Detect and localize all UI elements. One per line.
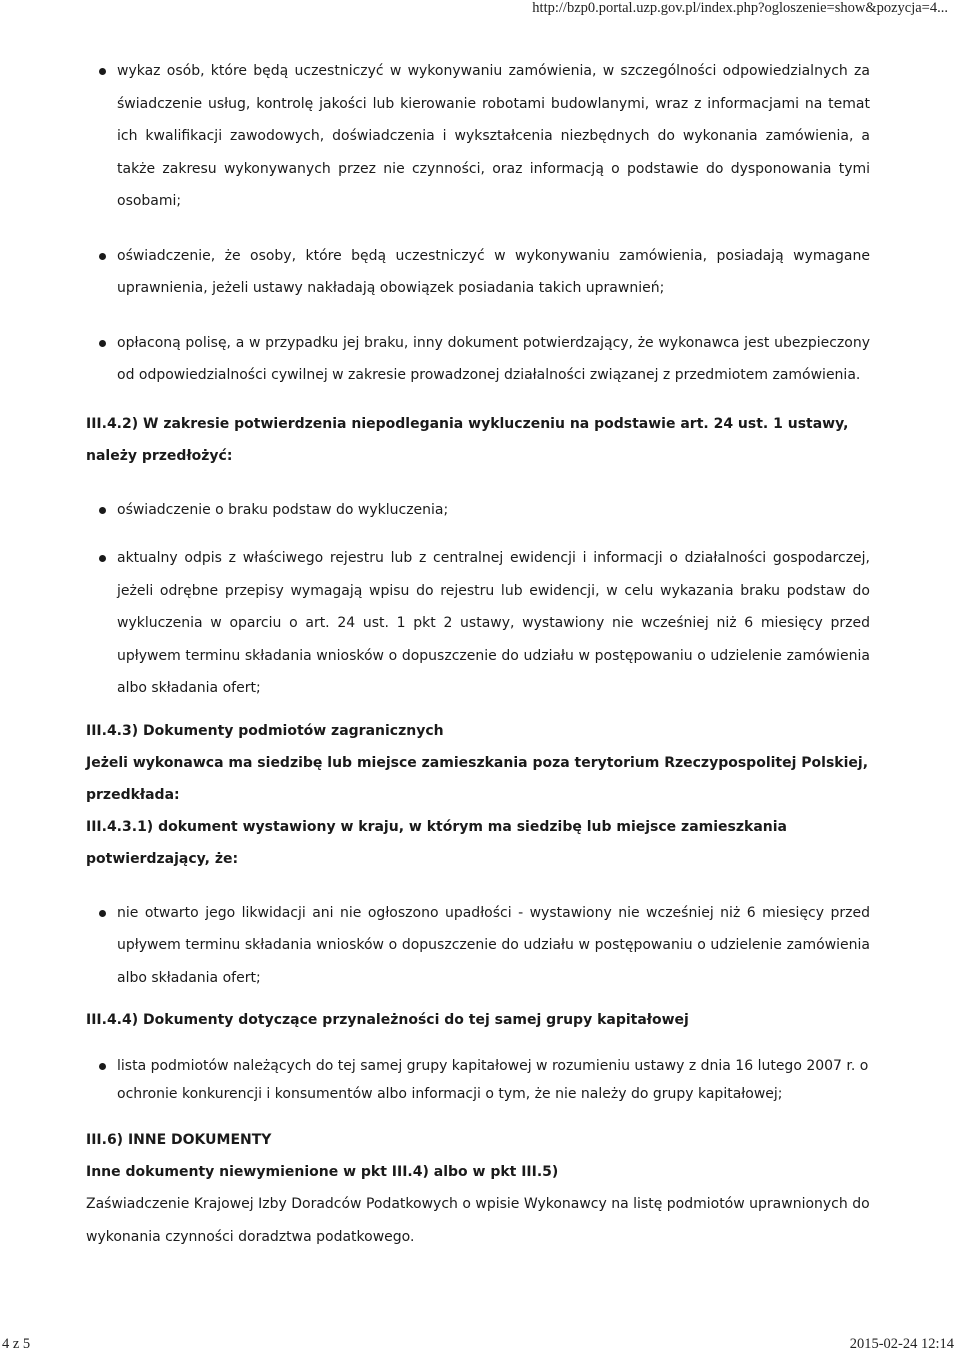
page-number: 4 z 5: [2, 1336, 31, 1352]
list-item: lista podmiotów należących do tej samej grupy kapitałowej w rozumieniu ustawy z dnia 16 lutego 2007 r. o ochronie konkurencji i konsumentów albo informacji o tym, że nie należy do grupy kapitałowej;: [86, 1052, 870, 1108]
list-item: nie otwarto jego likwidacji ani nie ogłoszono upadłości - wystawiony nie wcześniej niż 6 miesięcy przed upływem terminu składania wniosków o dopuszczenie do udziału w postępowaniu o udzielenie zamówienia albo składania ofert;: [86, 897, 870, 995]
other-documents-subheading: Inne dokumenty niewymienione w pkt III.4) albo w pkt III.5): [86, 1164, 559, 1180]
section-heading-iii-4-3: III.4.3) Dokumenty podmiotów zagranicznych: [86, 722, 444, 739]
foreign-documents-list: [86, 897, 870, 995]
list-item: opłaconą polisę, a w przypadku jej braku, inny dokument potwierdzający, że wykonawca jest ubezpieczony od odpowiedzialności cywilnej w zakresie prowadzonej działalności związanej z przedmiotem zamówienia.: [86, 327, 870, 392]
list-item: oświadczenie o braku podstaw do wykluczenia;: [86, 494, 870, 527]
foreign-entities-subheading: Jeżeli wykonawca ma siedzibę lub miejsce zamieszkania poza terytorium Rzeczypospolitej Polskiej, przedkłada:: [86, 754, 869, 803]
requirements-list: [86, 55, 870, 392]
page-footer: [0, 1336, 960, 1354]
document-content: [86, 55, 870, 1253]
list-item: aktualny odpis z właściwego rejestru lub z centralnej ewidencji i informacji o działalności gospodarczej, jeżeli odrębne przepisy wymagają wpisu do rejestru lub ewidencji, w celu wykazania braku podstaw do wykluczenia w oparciu o art. 24 ust. 1 pkt 2 ustawy, wystawiony nie wcześniej niż 6 miesięcy przed upływem terminu składania wniosków o dopuszczenie do udziału w postępowaniu o udzielenie zamówienia albo składania ofert;: [86, 542, 870, 705]
section-heading-iii-6: III.6) INNE DOKUMENTY: [86, 1132, 272, 1148]
list-item: oświadczenie, że osoby, które będą uczestniczyć w wykonywaniu zamówienia, posiadają wymagane uprawnienia, jeżeli ustawy nakładają obowiązek posiadania takich uprawnień;: [86, 240, 870, 305]
exclusion-documents-list: [86, 494, 870, 705]
section-heading-iii-4-4: III.4.4) Dokumenty dotyczące przynależności do tej samej grupy kapitałowej: [86, 1012, 689, 1028]
section-heading-iii-4-2: III.4.2) W zakresie potwierdzenia niepodlegania wykluczeniu na podstawie art. 24 ust. 1 ustawy, należy przedłożyć:: [86, 415, 849, 464]
page-url-header: http://bzp0.portal.uzp.gov.pl/index.php?ogloszenie=show&pozycja=4...: [532, 0, 948, 16]
other-documents-text: Zaświadczenie Krajowej Izby Doradców Podatkowych o wpisie Wykonawcy na listę podmiotów uprawnionych do wykonania czynności doradztwa podatkowego.: [86, 1196, 870, 1245]
section-heading-iii-4-3-1: III.4.3.1) dokument wystawiony w kraju, w którym ma siedzibę lub miejsce zamieszkania potwierdzający, że:: [86, 818, 787, 867]
list-item: wykaz osób, które będą uczestniczyć w wykonywaniu zamówienia, w szczególności odpowiedzialnych za świadczenie usług, kontrolę jakości lub kierowanie robotami budowlanymi, wraz z informacjami na temat ich kwalifikacji zawodowych, doświadczenia i wykształcenia niezbędnych do wykonania zamówienia, a także zakresu wykonywanych przez nie czynności, oraz informacją o podstawie do dysponowania tymi osobami;: [86, 55, 870, 218]
capital-group-list: [86, 1052, 870, 1108]
print-datetime: 2015-02-24 12:14: [849, 1336, 954, 1352]
